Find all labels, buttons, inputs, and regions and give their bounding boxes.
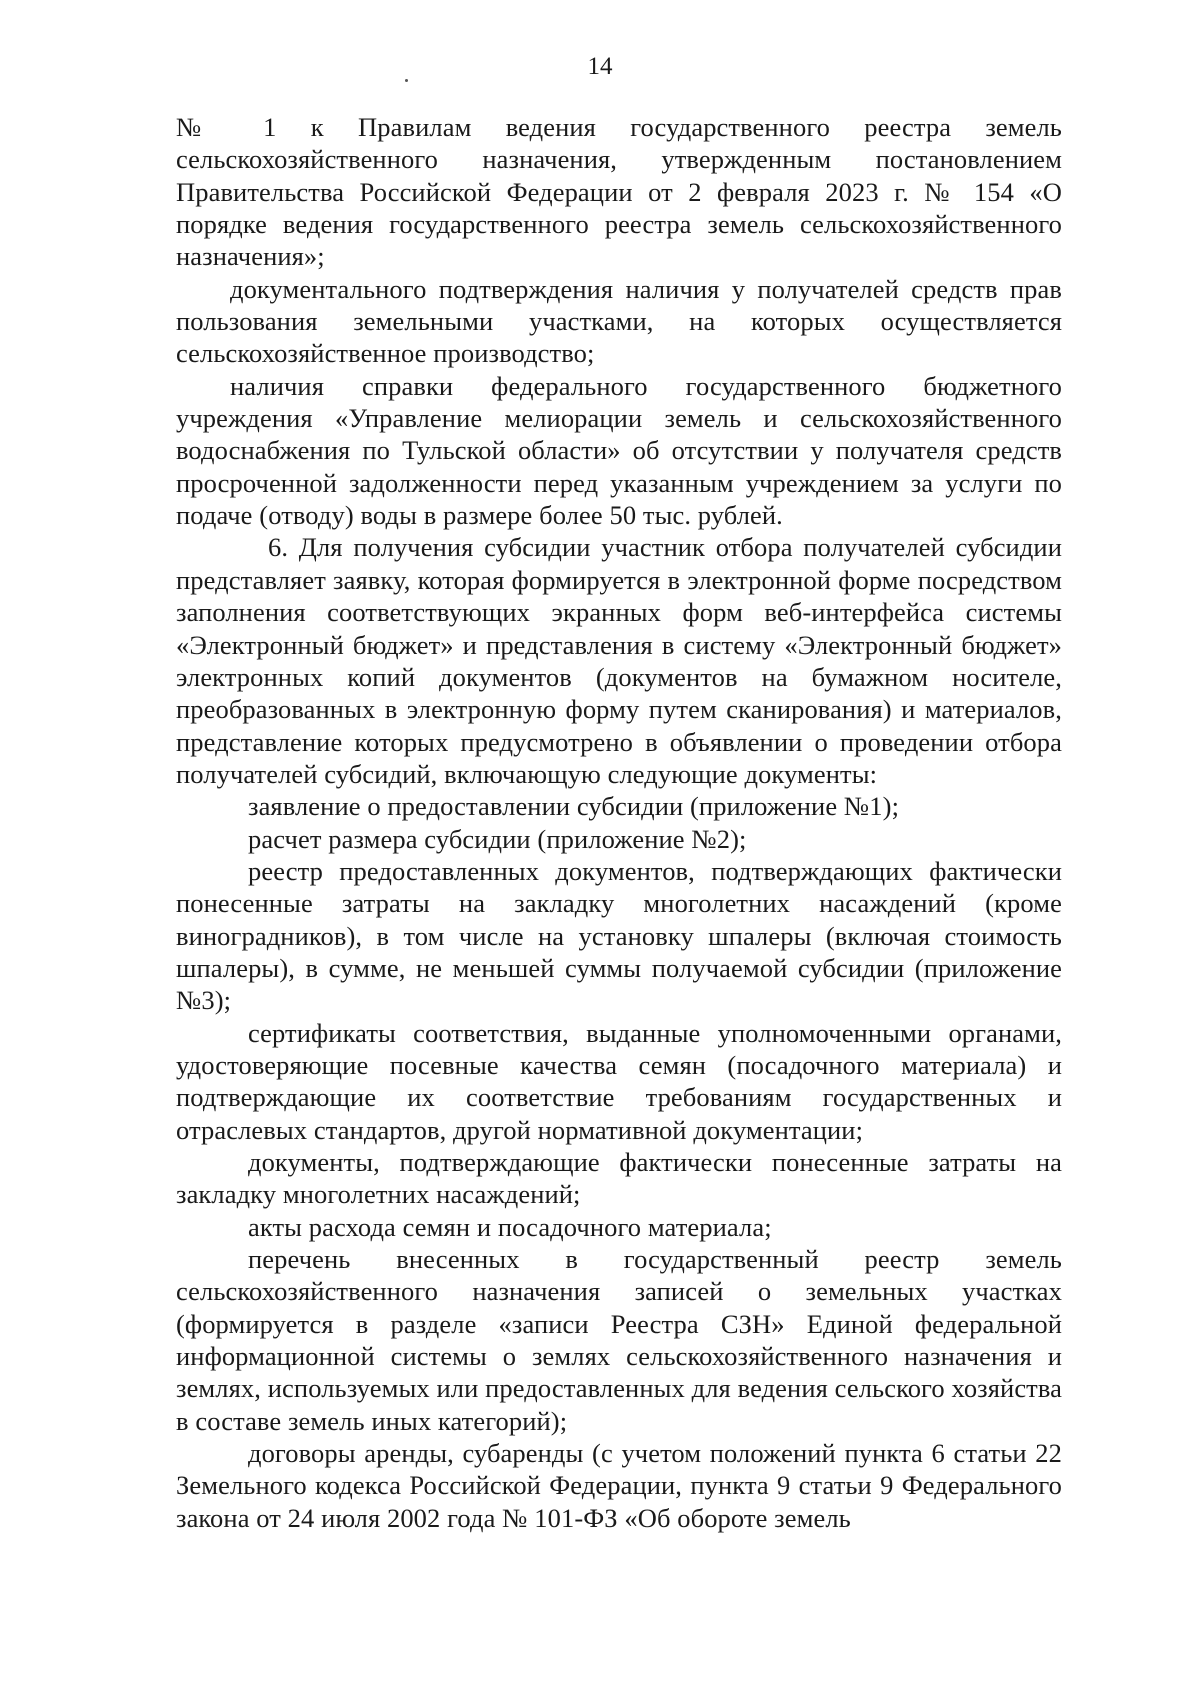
list-item-lease-agreements: договоры аренды, субаренды (с учетом положений пункта 6 статьи 22 Земельного кодекса Российской Федерации, пункта 9 статьи 9 Федерального закона от 24 июля 2002 года № 101-ФЗ «Об обороте земель — [176, 1438, 1062, 1533]
paragraph-certificate-availability: наличия справки федерального государственного бюджетного учреждения «Управление мелиорации земель и сельскохозяйственного водоснабжения по Тульской области» об отсутствии у получателя средств просроченной задолженности перед указанным учреждением за услуги по подаче (отводу) воды в размере более 50 тыс. рублей. — [176, 370, 1062, 531]
document-body — [176, 111, 1062, 1534]
scan-artifact-dot — [405, 79, 408, 82]
list-item-application: заявление о предоставлении субсидии (приложение №1); — [248, 791, 900, 822]
list-item-subsidy-calculation: расчет размера субсидии (приложение №2); — [248, 823, 747, 854]
paragraph-item-6: 6. Для получения субсидии участник отбора получателей субсидии представляет заявку, которая формируется в электронной форме посредством заполнения соответствующих экранных форм веб-интерфейса системы «Электронный бюджет» и представления в систему «Электронный бюджет» электронных копий документов (документов на бумажном носителе, преобразованных в электронную форму путем сканирования) и материалов, представление которых предусмотрено в объявлении о проведении отбора получателей субсидий, включающую следующие документы: — [176, 532, 1062, 789]
list-item-documents-register: реестр предоставленных документов, подтверждающих фактически понесенные затраты на закладку многолетних насаждений (кроме виноградников), в том числе на установку шпалеры (включая стоимость шпалеры), в сумме, не меньшей суммы получаемой субсидии (приложение №3); — [176, 855, 1062, 1016]
list-item-seed-acts: акты расхода семян и посадочного материала; — [248, 1211, 772, 1242]
list-item-cost-documents: документы, подтверждающие фактически понесенные затраты на закладку многолетних насаждений; — [176, 1147, 1062, 1210]
list-item-land-records: перечень внесенных в государственный реестр земель сельскохозяйственного назначения записей о земельных участках (формируется в разделе «записи Реестра СЗН» Единой федеральной информационной системы о землях сельскохозяйственного назначения и землях, используемых или предоставленных для ведения сельского хозяйства в составе земель иных категорий); — [176, 1244, 1062, 1436]
page-number: 14 — [587, 53, 613, 80]
paragraph-documentary-confirmation: документального подтверждения наличия у получателей средств прав пользования земельными участками, на которых осуществляется сельскохозяйственное производство; — [176, 273, 1062, 369]
paragraph-continuation: № 1 к Правилам ведения государственного реестра земель сельскохозяйственного назначения, утвержденным постановлением Правительства Российской Федерации от 2 февраля 2023 г. № 154 «О порядке ведения государственного реестра земель сельскохозяйственного назначения»; — [176, 112, 1062, 272]
list-item-certificates: сертификаты соответствия, выданные уполномоченными органами, удостоверяющие посевные качества семян (посадочного материала) и подтверждающие их соответствие требованиям государственных и отраслевых стандартов, другой нормативной документации; — [176, 1017, 1062, 1145]
